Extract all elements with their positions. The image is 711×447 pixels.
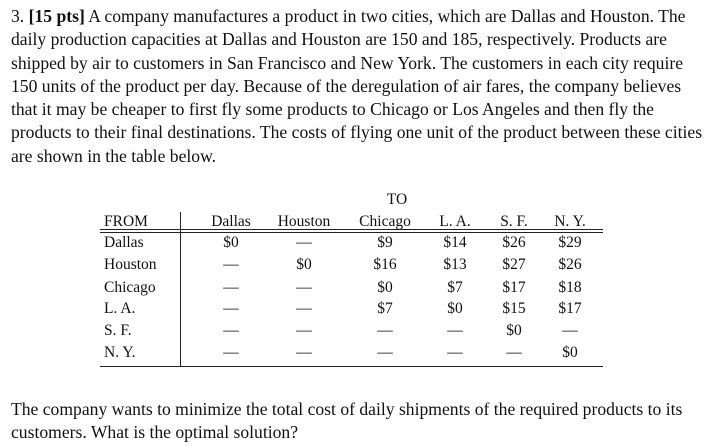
cost-cell: $17 bbox=[558, 300, 582, 317]
table-to-header: TO bbox=[386, 191, 408, 208]
cost-cell: — bbox=[223, 322, 239, 339]
row-label: S. F. bbox=[104, 322, 132, 339]
table-vertical-rule bbox=[180, 212, 181, 367]
problem-text: A company manufactures a product in two cities, which are Dallas and Houston. The daily production capacities at Dallas and Houston are 150 and 185, respectively. Products are shipped by air to customers in San Francisco and New York. The customers in each city require 150 units of the product per day. Because of the deregulation of air fares, the company believes that it may be cheaper to first fly some products to Chicago or Los Angeles and then fly the products to their final destinations. The costs of flying one unit of the product between these cities are shown in the table below. bbox=[11, 6, 703, 166]
cost-cell: $0 bbox=[377, 279, 393, 296]
table-bottom-rule bbox=[100, 366, 603, 367]
row-label: Chicago bbox=[104, 279, 156, 296]
table-from-header: FROM bbox=[104, 213, 148, 230]
cost-cell: $26 bbox=[558, 256, 582, 273]
column-header: Dallas bbox=[211, 213, 251, 230]
cost-cell: — bbox=[223, 256, 239, 273]
cost-cell: — bbox=[223, 300, 239, 317]
cost-cell: $0 bbox=[506, 322, 522, 339]
cost-cell: — bbox=[296, 344, 312, 361]
cost-cell: — bbox=[506, 344, 522, 361]
column-header: Houston bbox=[277, 213, 331, 230]
row-label: L. A. bbox=[104, 300, 136, 317]
cost-cell: $26 bbox=[502, 234, 526, 251]
cost-cell: — bbox=[296, 300, 312, 317]
cost-cell: $7 bbox=[447, 279, 463, 296]
cost-cell: $13 bbox=[443, 256, 467, 273]
cost-cell: $29 bbox=[558, 234, 582, 251]
column-header: S. F. bbox=[500, 213, 528, 230]
table-column-rule bbox=[100, 232, 603, 233]
closing-question: The company wants to minimize the total cost of daily shipments of the required products to its customers. What is the optimal solution? bbox=[11, 399, 683, 442]
cost-cell: $14 bbox=[443, 234, 467, 251]
problem-number: 3. bbox=[11, 6, 25, 26]
cost-cell: — bbox=[296, 279, 312, 296]
cost-cell: — bbox=[377, 322, 393, 339]
cost-cell: — bbox=[377, 344, 393, 361]
column-header: L. A. bbox=[439, 213, 471, 230]
row-label: Houston bbox=[104, 256, 157, 273]
cost-cell: — bbox=[447, 322, 463, 339]
cost-cell: $15 bbox=[502, 300, 526, 317]
cost-cell: $0 bbox=[562, 344, 578, 361]
row-label: N. Y. bbox=[104, 344, 136, 361]
cost-cell: $27 bbox=[502, 256, 526, 273]
cost-cell: $0 bbox=[447, 300, 463, 317]
cost-cell: — bbox=[296, 234, 312, 251]
column-header: Chicago bbox=[359, 213, 411, 230]
cost-cell: $16 bbox=[373, 256, 397, 273]
cost-cell: — bbox=[562, 322, 578, 339]
cost-cell: $17 bbox=[502, 279, 526, 296]
cost-cell: $7 bbox=[377, 300, 393, 317]
cost-cell: $9 bbox=[377, 234, 393, 251]
column-header: N. Y. bbox=[554, 213, 586, 230]
cost-cell: — bbox=[223, 344, 239, 361]
cost-cell: $18 bbox=[558, 279, 582, 296]
cost-cell: — bbox=[296, 322, 312, 339]
cost-cell: $0 bbox=[223, 234, 239, 251]
row-label: Dallas bbox=[104, 234, 144, 251]
problem-points: [15 pts] bbox=[28, 6, 85, 26]
cost-cell: — bbox=[223, 279, 239, 296]
cost-cell: $0 bbox=[296, 256, 312, 273]
cost-cell: — bbox=[447, 344, 463, 361]
